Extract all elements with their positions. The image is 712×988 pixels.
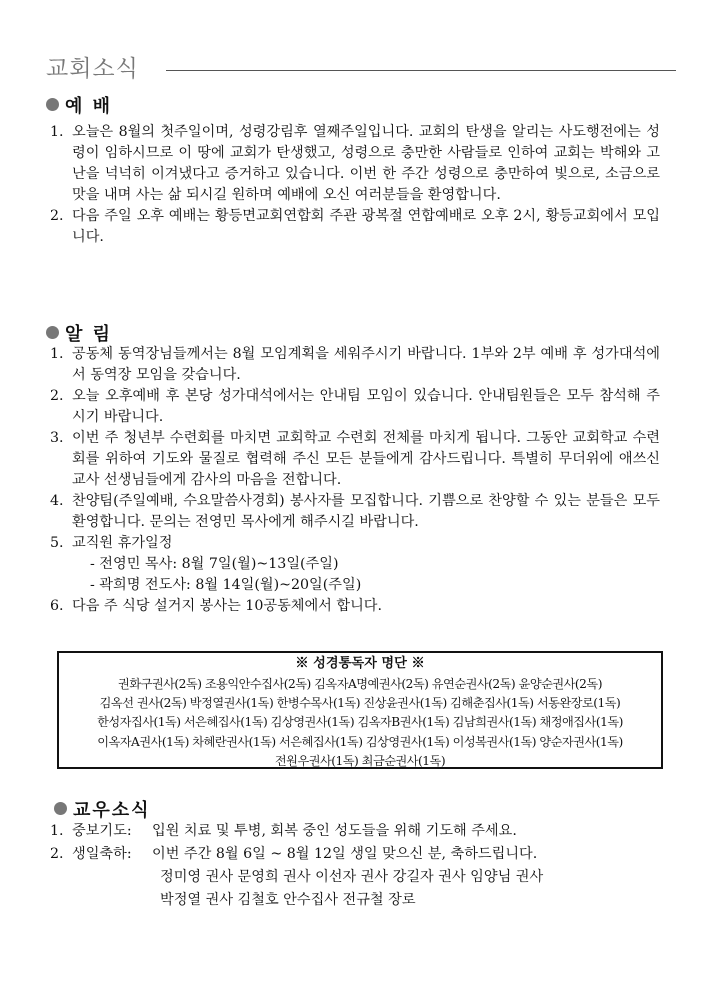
bullet-icon [54, 802, 67, 815]
item-label: 중보기도: [72, 823, 132, 839]
item-number: 5. [50, 535, 64, 551]
worship-list [50, 122, 660, 248]
bullet-icon [46, 98, 59, 111]
birthday-names-line-1: 정미영 권사 문영희 권사 이선자 권사 강길자 권사 임양님 권사 [160, 869, 544, 885]
worship-item-2 [50, 206, 660, 248]
notice-item-4 [50, 491, 660, 533]
notice-item-5 [50, 533, 660, 596]
item-number: 2. [50, 388, 64, 404]
members-heading [54, 796, 151, 822]
members-list [50, 820, 660, 912]
item-number: 6. [50, 598, 64, 614]
item-label: 생일축하: [72, 846, 132, 862]
item-number: 2. [50, 208, 64, 224]
item-number: 1. [50, 823, 64, 839]
bible-reading-line: 권화구권사(2독) 조용익안수집사(2독) 김옥자A명예권사(2독) 유연순권사(2독) 윤양순권사(2독) [118, 677, 602, 691]
bible-reading-line: 김옥선 권사(2독) 박정열권사(1독) 한병수목사(1독) 진상윤권사(1독) 김해춘집사(1독) 서동완장로(1독) [99, 696, 621, 711]
item-number: 1. [50, 124, 64, 140]
bullet-icon [46, 326, 59, 339]
worship-heading-label: 예 배 [65, 96, 113, 117]
item-text: 찬양팀(주일예배, 수요말씀사경회) 봉사자를 모집합니다. 기쁨으로 찬양할 수 있는 분들은 모두 환영합니다. 문의는 전영민 목사에게 해주시길 바랍니다. [72, 493, 660, 530]
header [46, 50, 676, 86]
bible-reading-line: 이옥자A권사(1독) 차혜란권사(1독) 서은혜집사(1독) 김상영권사(1독) 이성복권사(1독) 양순자권사(1독) [97, 734, 623, 749]
item-text: 다음 주일 오후 예배는 황등면교회연합회 주관 광복절 연합예배로 오후 2시, 황등교회에서 모입니다. [72, 208, 660, 245]
item-text: 공동체 동역장님들께서는 8월 모임계획을 세워주시기 바랍니다. 1부와 2부 예배 후 성가대석에서 동역장 모임을 갖습니다. [72, 346, 660, 383]
item-number: 4. [50, 493, 64, 509]
item-text: 이번 주간 8월 6일 ~ 8월 12일 생일 맞으신 분, 축하드립니다. [152, 846, 538, 862]
item-number: 2. [50, 846, 64, 862]
bible-reading-box [57, 651, 663, 769]
notice-item-2 [50, 386, 660, 428]
notice-heading-label: 알 림 [65, 324, 113, 345]
members-heading-label: 교우소식 [73, 800, 151, 821]
item-text: 오늘은 8월의 첫주일이며, 성령강림후 열째주일입니다. 교회의 탄생을 알리는 사도행전에는 성령이 임하시므로 이 땅에 교회가 탄생했고, 성령으로 충만한 사람들로 인하여 교회는 박해와 고난을 넉넉히 이겨냈다고 증거하고 있습니다. 이번 한 주간 성령으로 충만하여 빛으로, 소금으로 맛을 내며 사는 삶 되시길 원하며 예배에 오신 여러분들을 환영합니다. [72, 124, 660, 203]
vacation-line-1: - 전영민 목사: 8월 7일(월)~13일(주일) [90, 556, 339, 572]
item-number: 3. [50, 430, 64, 446]
notice-item-6 [50, 596, 660, 617]
header-divider [166, 70, 676, 71]
worship-item-1 [50, 122, 660, 206]
item-text: 다음 주 식당 설거지 봉사는 10공동체에서 합니다. [72, 598, 383, 614]
bible-reading-line: 한성자집사(1독) 서은혜집사(1독) 김상영권사(1독) 김옥자B권사(1독) 김남희권사(1독) 채정애집사(1독) [97, 715, 623, 730]
item-text: 입원 치료 및 투병, 회복 중인 성도들을 위해 기도해 주세요. [152, 823, 517, 839]
notice-item-1 [50, 344, 660, 386]
item-text: 교직원 휴가일정 [72, 535, 173, 551]
notice-heading [46, 320, 112, 346]
vacation-line-2: - 곽희명 전도사: 8월 14일(월)~20일(주일) [90, 577, 362, 593]
notice-item-3 [50, 428, 660, 491]
members-item-2 [50, 843, 660, 866]
birthday-names-line-2: 박정열 권사 김철호 안수집사 전규철 장로 [160, 892, 416, 908]
item-text: 이번 주 청년부 수련회를 마치면 교회학교 수련회 전체를 마치게 됩니다. 그동안 교회학교 수련회를 위하여 기도와 물질로 협력해 주신 모든 분들에게 감사드립니다. 특별히 무더위에 애쓰신 교사 선생님들에게 감사의 마음을 전합니다. [72, 430, 660, 488]
bible-reading-line: 전원우권사(1독) 최금순권사(1독) [274, 753, 446, 768]
members-item-1 [50, 820, 660, 843]
notice-list [50, 344, 660, 617]
worship-heading [46, 92, 112, 118]
item-text: 오늘 오후예배 후 본당 성가대석에서는 안내팀 모임이 있습니다. 안내팀원들은 모두 참석해 주시기 바랍니다. [72, 388, 660, 425]
bible-reading-title: ※ 성경통독자 명단 ※ [295, 656, 425, 671]
item-number: 1. [50, 346, 64, 362]
page-title: 교회소식 [46, 56, 139, 82]
